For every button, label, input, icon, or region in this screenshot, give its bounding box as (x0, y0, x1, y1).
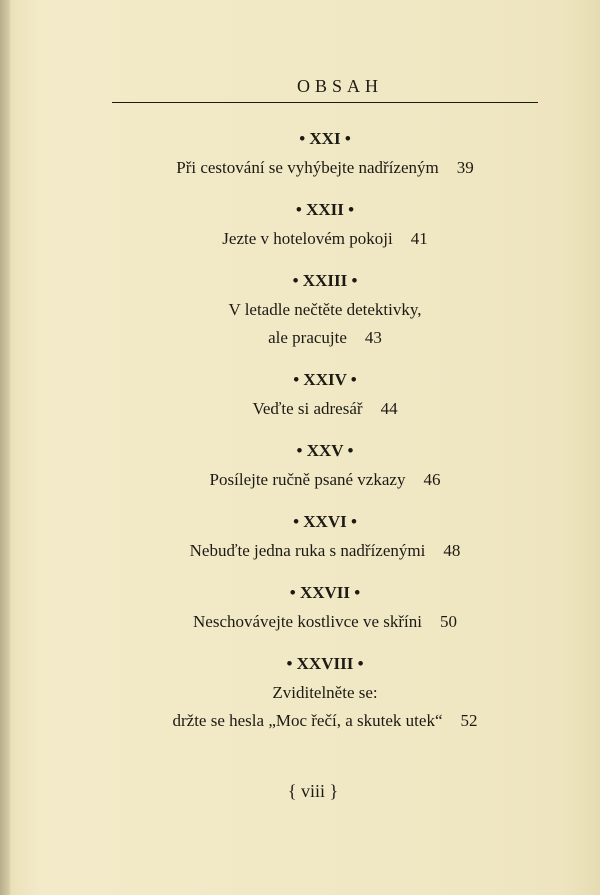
chapter-number: • XXV • (296, 441, 354, 460)
entry-title-continued: držte se hesla „Moc řečí, a skutek utek“ (172, 711, 443, 730)
page-number: 44 (380, 399, 398, 418)
chapter-number: • XXII • (295, 200, 355, 219)
entry-title-line (100, 296, 550, 324)
toc-entry (100, 369, 550, 423)
entry-title: Veďte si adresář (252, 399, 363, 418)
chapter-number: • XXIII • (292, 271, 358, 290)
entry-title-line (100, 225, 550, 253)
chapter-number: • XXI • (299, 129, 351, 148)
page-number: 46 (423, 470, 441, 489)
entry-title: Jezte v hotelovém pokoji (222, 229, 393, 248)
entry-title-line (100, 537, 550, 565)
toc-entry (100, 440, 550, 494)
page-number: 41 (410, 229, 428, 248)
entry-title-line (100, 679, 550, 707)
chapter-number: • XXVI • (293, 512, 357, 531)
toc-entry (100, 270, 550, 352)
entry-title-line (100, 608, 550, 636)
folio-page-number: { viii } (287, 781, 339, 801)
chapter-number: • XXVIII • (286, 654, 364, 673)
entry-title-line (100, 324, 550, 352)
entry-title: Zviditelněte se: (272, 683, 378, 702)
entry-title: Posílejte ručně psané vzkazy (209, 470, 406, 489)
chapter-number: • XXIV • (293, 370, 357, 389)
entry-title-line (100, 466, 550, 494)
table-of-contents (100, 128, 550, 752)
header-rule (112, 102, 538, 103)
entry-title: Nebuďte jedna ruka s nadřízenými (189, 541, 426, 560)
page-edge-shadow (0, 0, 10, 895)
entry-title-line (100, 707, 550, 735)
toc-entry (100, 199, 550, 253)
entry-title-continued: ale pracujte (268, 328, 347, 347)
entry-title-line (100, 154, 550, 182)
entry-title: Při cestování se vyhýbejte nadřízeným (176, 158, 439, 177)
entry-title-line (100, 395, 550, 423)
toc-entry (100, 582, 550, 636)
toc-entry (100, 653, 550, 735)
page-number: 48 (443, 541, 461, 560)
chapter-number: • XXVII • (289, 583, 361, 602)
page-number: 39 (456, 158, 474, 177)
page-number: 43 (364, 328, 382, 347)
toc-entry (100, 511, 550, 565)
entry-title: V letadle nečtěte detektivky, (228, 300, 422, 319)
running-head: OBSAH (296, 76, 383, 96)
page-number: 52 (460, 711, 478, 730)
page-number: 50 (439, 612, 457, 631)
entry-title: Neschovávejte kostlivce ve skříni (193, 612, 422, 631)
toc-entry (100, 128, 550, 182)
